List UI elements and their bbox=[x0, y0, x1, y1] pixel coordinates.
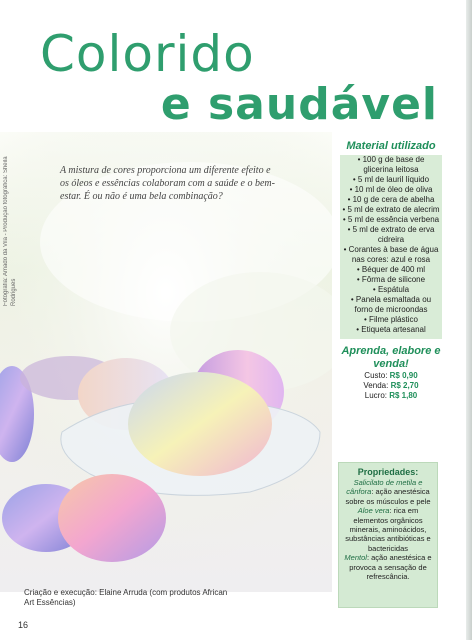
lucro-label: Lucro: bbox=[364, 391, 387, 400]
venda-label: Venda: bbox=[363, 381, 389, 390]
execution-credit: Criação e execução: Elaine Arruda (com produtos African Art Essências) bbox=[24, 588, 228, 607]
title-line-1: Colorido bbox=[40, 25, 255, 83]
photo-credit: Fotografia: Amado da Vila - Produção fotográfica: Sheila Rodrigues bbox=[3, 156, 17, 306]
title-line-2: e saudável bbox=[160, 79, 438, 130]
venda-value: R$ 2,70 bbox=[390, 381, 419, 390]
sell-heading: Aprenda, elabore e venda! bbox=[341, 345, 441, 370]
page-number: 16 bbox=[18, 620, 29, 630]
properties-heading: Propriedades: bbox=[357, 467, 419, 477]
list-item: • 5 ml de extrato de alecrim bbox=[342, 205, 440, 214]
property-term: Salicilato de metila e cânfora bbox=[346, 478, 423, 497]
materials-list bbox=[340, 155, 442, 339]
list-item: • 5 ml de lauril líquido bbox=[352, 175, 430, 184]
page-edge bbox=[466, 0, 472, 640]
price-box bbox=[340, 345, 442, 401]
list-item: • 100 g de base de glicerina leitosa bbox=[357, 155, 425, 174]
list-item: • Etiqueta artesanal bbox=[356, 325, 426, 334]
properties-box bbox=[338, 462, 438, 608]
property-text: : ação anestésica e provoca a sensação de refrescância. bbox=[349, 553, 432, 582]
custo-value: R$ 0,90 bbox=[389, 371, 418, 380]
list-item: • 5 ml de essência verbena bbox=[342, 215, 440, 224]
list-item: • Corantes à base de água nas cores: azul e rosa bbox=[343, 245, 439, 264]
property-term: Aloe vera bbox=[357, 506, 390, 516]
properties-body bbox=[341, 478, 435, 581]
intro-text: A mistura de cores proporciona um diferente efeito e os óleos e essências colaboram com a saúde e o bem-estar. É ou não é uma bela combinação? bbox=[60, 165, 275, 202]
list-item: • Filme plástico bbox=[364, 315, 418, 324]
custo-label: Custo: bbox=[364, 371, 388, 380]
lucro-value: R$ 1,80 bbox=[389, 391, 418, 400]
list-item: • 5 ml de extrato de erva cidreira bbox=[347, 225, 435, 244]
list-item: • Fôrma de silicone bbox=[356, 275, 426, 284]
list-item: • 10 g de cera de abelha bbox=[347, 195, 435, 204]
property-text: : ação anestésica sobre os músculos e pele bbox=[345, 487, 431, 506]
price-row-lucro bbox=[340, 391, 442, 401]
list-item: • Espátula bbox=[372, 285, 410, 294]
materials-heading: Material utilizado bbox=[346, 140, 436, 152]
list-item: • 10 ml de óleo de oliva bbox=[349, 185, 433, 194]
list-item: • Panela esmaltada ou forno de microondas bbox=[350, 295, 432, 314]
property-term: Mentol bbox=[344, 553, 367, 563]
price-row-venda bbox=[340, 381, 442, 391]
materials-sidebar bbox=[340, 140, 442, 401]
price-row-custo bbox=[340, 371, 442, 381]
list-item: • Béquer de 400 ml bbox=[356, 265, 426, 274]
property-text: : rica em elementos orgânicos minerais, aminoácidos, substâncias antibióticas e bactericidas bbox=[345, 506, 431, 553]
